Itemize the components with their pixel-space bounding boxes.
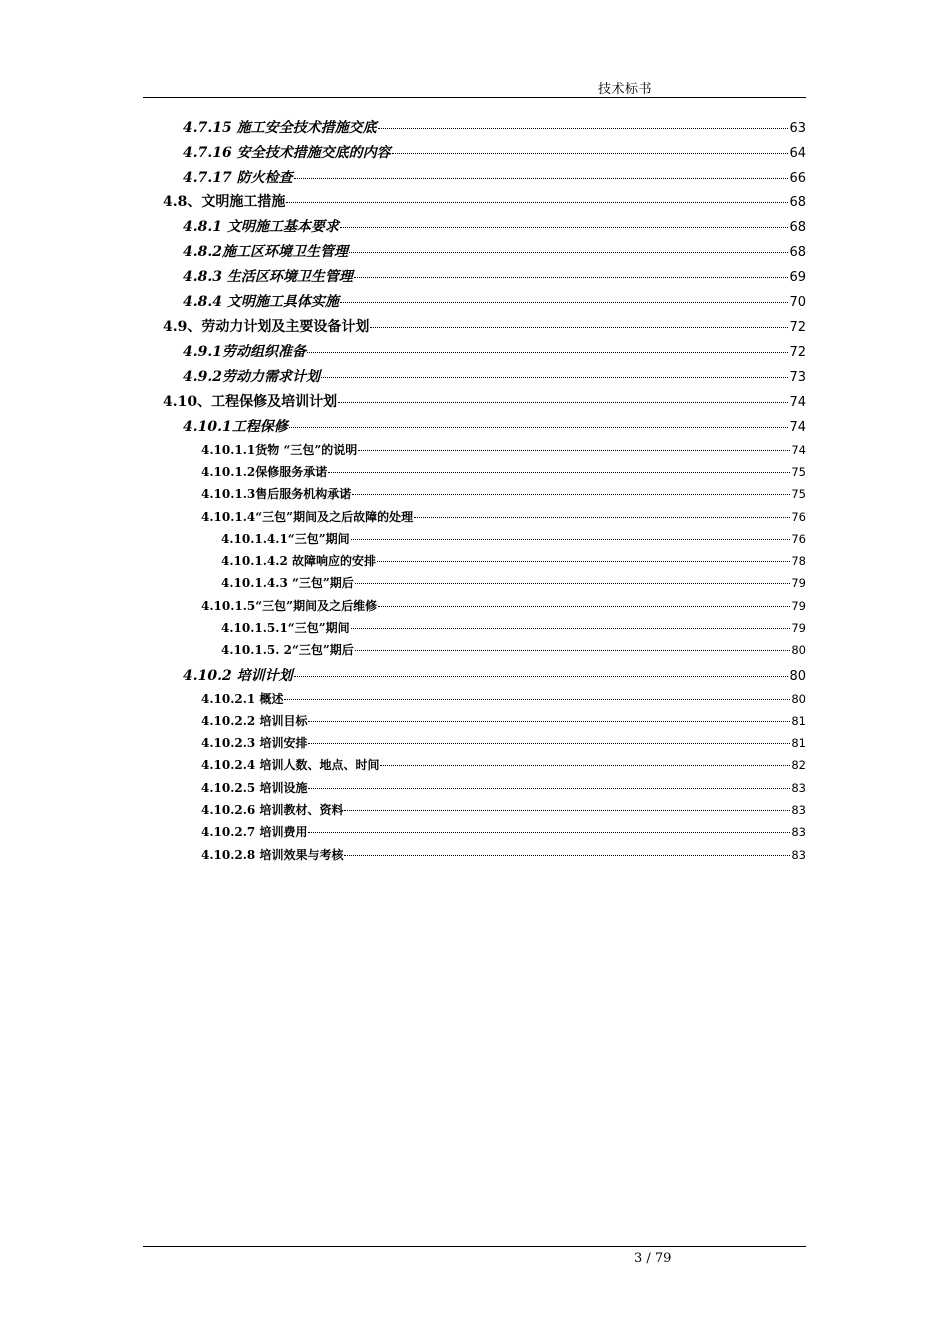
toc-entry-title: 4.9、劳动力计划及主要设备计划 — [163, 319, 370, 335]
toc-entry-title: 4.10.2.4 培训人数、地点、时间 — [201, 758, 380, 772]
toc-dot-leader — [351, 628, 791, 629]
toc-entry-title: 4.10.2.8 培训效果与考核 — [201, 848, 344, 862]
toc-dot-leader — [307, 352, 788, 353]
toc-entry[interactable] — [183, 167, 806, 187]
toc-dot-leader — [380, 765, 790, 766]
toc-entry-page: 68 — [789, 220, 806, 235]
toc-entry-page: 83 — [791, 781, 806, 795]
toc-entry-title: 4.10.1.5. 2“三包”期后 — [221, 643, 354, 657]
toc-entry-page: 64 — [789, 146, 806, 161]
toc-dot-leader — [328, 472, 790, 473]
toc-entry-title: 4.8.2施工区环境卫生管理 — [183, 244, 348, 260]
toc-dot-leader — [289, 427, 789, 428]
toc-entry-page: 74 — [789, 395, 806, 410]
toc-dot-leader — [344, 855, 790, 856]
toc-entry-page: 74 — [789, 420, 806, 435]
toc-entry[interactable] — [183, 291, 806, 311]
toc-entry[interactable] — [221, 574, 806, 591]
toc-entry[interactable] — [183, 416, 806, 436]
toc-entry-page: 81 — [791, 736, 806, 750]
toc-entry[interactable] — [183, 241, 806, 261]
toc-entry[interactable] — [201, 508, 806, 525]
toc-entry[interactable] — [201, 485, 806, 502]
toc-entry-title: 4.8、文明施工措施 — [163, 194, 286, 210]
toc-entry[interactable] — [183, 142, 806, 162]
toc-dot-leader — [284, 699, 790, 700]
toc-entry-title: 4.10.2.6 培训教材、资料 — [201, 803, 344, 817]
toc-entry-title: 4.10.1.4“三包”期间及之后故障的处理 — [201, 510, 414, 524]
toc-entry-page: 70 — [789, 295, 806, 310]
toc-dot-leader — [370, 327, 788, 328]
toc-entry-title: 4.10.1工程保修 — [183, 419, 288, 435]
toc-entry-title: 4.10.2.7 培训费用 — [201, 825, 308, 839]
toc-entry[interactable] — [163, 391, 806, 411]
toc-dot-leader — [338, 402, 788, 403]
toc-entry-title: 4.10.2.1 概述 — [201, 692, 284, 706]
toc-entry-page: 72 — [789, 345, 806, 360]
toc-entry-title: 4.7.16 安全技术措施交底的内容 — [183, 145, 391, 161]
toc-entry-title: 4.10.1.3售后服务机构承诺 — [201, 487, 352, 501]
toc-dot-leader — [414, 517, 790, 518]
header-divider — [143, 97, 806, 98]
toc-dot-leader — [340, 302, 789, 303]
toc-entry-title: 4.8.3 生活区环境卫生管理 — [183, 269, 353, 285]
toc-entry-page: 81 — [791, 714, 806, 728]
toc-entry[interactable] — [201, 779, 806, 796]
toc-entry-page: 76 — [791, 532, 806, 546]
toc-dot-leader — [321, 377, 788, 378]
toc-entry-title: 4.10.1.4.2 故障响应的安排 — [221, 554, 376, 568]
toc-entry-title: 4.8.4 文明施工具体实施 — [183, 294, 339, 310]
toc-dot-leader — [286, 202, 788, 203]
toc-dot-leader — [308, 832, 790, 833]
toc-entry[interactable] — [163, 316, 806, 336]
toc-entry-page: 80 — [791, 643, 806, 657]
toc-entry-page: 83 — [791, 848, 806, 862]
toc-entry-title: 4.10.1.4.1“三包”期间 — [221, 532, 350, 546]
footer-divider — [143, 1246, 806, 1247]
toc-dot-leader — [308, 721, 790, 722]
toc-entry-title: 4.10、工程保修及培训计划 — [163, 394, 338, 410]
toc-entry-title: 4.8.1 文明施工基本要求 — [183, 219, 339, 235]
toc-entry-page: 75 — [791, 465, 806, 479]
toc-entry[interactable] — [183, 665, 806, 685]
toc-entry-title: 4.7.15 施工安全技术措施交底 — [183, 120, 377, 136]
toc-entry-page: 73 — [789, 370, 806, 385]
toc-entry[interactable] — [201, 756, 806, 773]
toc-dot-leader — [378, 128, 789, 129]
toc-dot-leader — [308, 743, 790, 744]
toc-entry-page: 76 — [791, 510, 806, 524]
toc-entry-title: 4.10.2 培训计划 — [183, 668, 293, 684]
toc-entry[interactable] — [201, 846, 806, 863]
toc-dot-leader — [344, 810, 790, 811]
toc-entry[interactable] — [183, 341, 806, 361]
toc-dot-leader — [340, 227, 789, 228]
toc-entry-page: 68 — [789, 245, 806, 260]
toc-entry-page: 66 — [789, 171, 806, 186]
toc-entry-page: 72 — [789, 320, 806, 335]
toc-dot-leader — [355, 583, 791, 584]
toc-entry[interactable] — [201, 463, 806, 480]
toc-entry[interactable] — [201, 801, 806, 818]
toc-entry[interactable] — [201, 690, 806, 707]
toc-dot-leader — [377, 561, 790, 562]
toc-entry-title: 4.9.2劳动力需求计划 — [183, 369, 320, 385]
toc-entry[interactable] — [183, 216, 806, 236]
toc-entry[interactable] — [221, 552, 806, 569]
toc-entry-page: 79 — [791, 621, 806, 635]
toc-dot-leader — [352, 494, 790, 495]
toc-entry-title: 4.10.2.5 培训设施 — [201, 781, 308, 795]
toc-dot-leader — [378, 606, 790, 607]
toc-entry-page: 82 — [791, 758, 806, 772]
toc-dot-leader — [354, 277, 789, 278]
toc-entry-page: 74 — [791, 443, 806, 457]
toc-entry[interactable] — [201, 441, 806, 458]
toc-entry-title: 4.10.2.2 培训目标 — [201, 714, 308, 728]
toc-entry[interactable] — [201, 597, 806, 614]
toc-dot-leader — [358, 450, 790, 451]
toc-entry-page: 79 — [791, 599, 806, 613]
toc-entry[interactable] — [221, 641, 806, 658]
toc-entry-title: 4.10.1.2保修服务承诺 — [201, 465, 328, 479]
toc-entry-page: 83 — [791, 825, 806, 839]
toc-entry-page: 83 — [791, 803, 806, 817]
toc-entry-title: 4.10.1.4.3 “三包”期后 — [221, 576, 354, 590]
toc-entry[interactable] — [201, 734, 806, 751]
toc-entry-page: 63 — [789, 121, 806, 136]
toc-entry[interactable] — [183, 266, 806, 286]
toc-entry-title: 4.7.17 防火检查 — [183, 170, 293, 186]
toc-dot-leader — [355, 650, 791, 651]
toc-entry-page: 80 — [791, 692, 806, 706]
toc-entry-title: 4.10.1.1货物 “三包”的说明 — [201, 443, 358, 457]
toc-entry-page: 78 — [791, 554, 806, 568]
toc-entry[interactable] — [183, 366, 806, 386]
page-header-title: 技术标书 — [598, 82, 653, 97]
toc-entry-page: 75 — [791, 487, 806, 501]
toc-entry[interactable] — [221, 530, 806, 547]
toc-entry-page: 79 — [791, 576, 806, 590]
toc-entry-title: 4.9.1劳动组织准备 — [183, 344, 306, 360]
page-number: 3 / 79 — [634, 1251, 672, 1266]
toc-entry[interactable] — [201, 712, 806, 729]
toc-entry-page: 68 — [789, 195, 806, 210]
toc-entry-title: 4.10.1.5.1“三包”期间 — [221, 621, 350, 635]
toc-entry-title: 4.10.2.3 培训安排 — [201, 736, 308, 750]
toc-dot-leader — [392, 153, 789, 154]
toc-entry-title: 4.10.1.5“三包”期间及之后维修 — [201, 599, 378, 613]
toc-entry-page: 69 — [789, 270, 806, 285]
toc-dot-leader — [351, 539, 791, 540]
toc-entry[interactable] — [221, 619, 806, 636]
toc-dot-leader — [349, 252, 788, 253]
toc-entry[interactable] — [201, 823, 806, 840]
toc-entry-page: 80 — [789, 669, 806, 684]
toc-entry[interactable] — [163, 191, 806, 211]
toc-entry[interactable] — [183, 117, 806, 137]
toc-dot-leader — [294, 676, 789, 677]
toc-dot-leader — [294, 178, 789, 179]
toc-dot-leader — [308, 788, 790, 789]
